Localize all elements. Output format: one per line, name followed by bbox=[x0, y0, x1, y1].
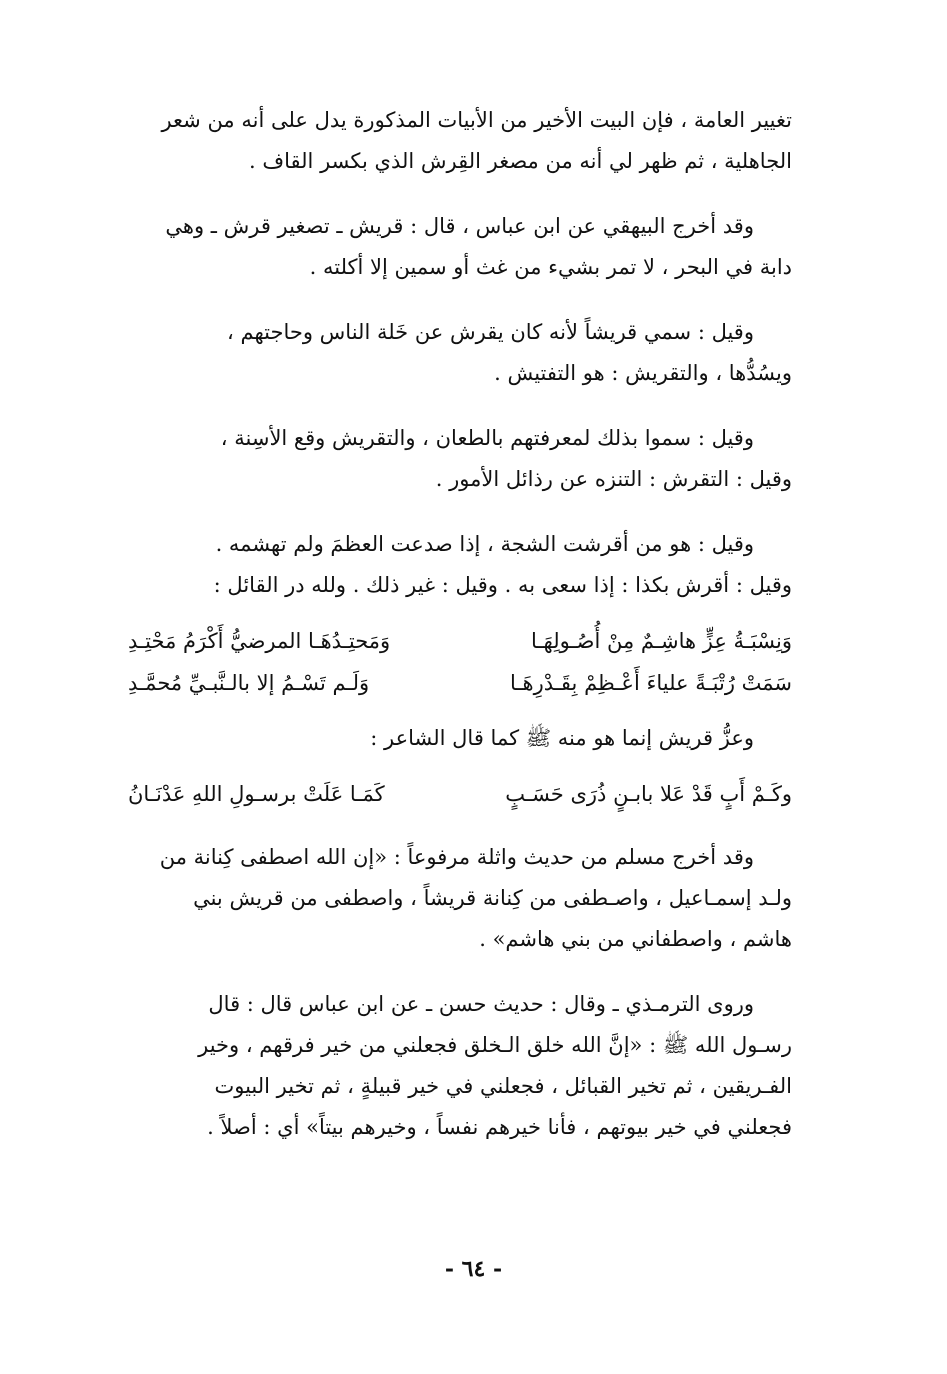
verse-line bbox=[128, 620, 792, 662]
paragraph-1 bbox=[128, 100, 792, 182]
text-line: رسـول الله ﷺ : «إنَّ الله خلق الـخلق فجعلني من خير فرقهم ، وخير bbox=[198, 1033, 792, 1057]
text-line: وقيل : هو من أقرشت الشجة ، إذا صدعت العظمَ ولم تهشمه . bbox=[215, 532, 754, 556]
text-line: ولـد إسمـاعيل ، واصـطفى من كِنانة قريشاً ، واصطفى من قريش بني bbox=[193, 886, 792, 910]
text-line: وقيل : التقرش : التنزه عن رذائل الأمور . bbox=[435, 467, 792, 491]
text-line: وعزُّ قريش إنما هو منه ﷺ كما قال الشاعر : bbox=[370, 726, 754, 750]
verse-second-hemistich: وَلَـم تَسْـمُ إلا بالـنَّبـيِّ مُحمَّـدِ bbox=[128, 671, 370, 695]
text-line: ويسُدُّها ، والتقريش : هو التفتيش . bbox=[494, 361, 792, 385]
paragraph-6 bbox=[128, 837, 792, 960]
paragraph-3 bbox=[128, 312, 792, 394]
verse-first-hemistich: وَنِسْبَـةُ عِزٍّ هاشِـمٌ مِنْ أُصُـولِهَـا bbox=[530, 629, 792, 653]
verse-first-hemistich: سَمَتْ رُتْبَـةً علياءَ أَعْـظِمْ بِقَـدْرِهَـا bbox=[509, 671, 792, 695]
paragraph-5 bbox=[128, 524, 792, 606]
verse-line bbox=[128, 662, 792, 704]
paragraph-2 bbox=[128, 206, 792, 288]
page-number: - ٦٤ - bbox=[444, 1256, 503, 1282]
text-line: هاشم ، واصطفاني من بني هاشم» . bbox=[479, 927, 792, 951]
poem-verse-2 bbox=[128, 773, 792, 815]
verse-second-hemistich: كَمَـا عَلَتْ برسـولِ اللهِ عَدْنَـانُ bbox=[128, 782, 385, 806]
text-line: الجاهلية ، ثم ظهر لي أنه من مصغر القِرش الذي بكسر القاف . bbox=[249, 149, 792, 173]
text-line: وقد أخرج مسلم من حديث واثلة مرفوعاً : «إن الله اصطفى كِنانة من bbox=[159, 845, 754, 869]
text-line: وقد أخرج البيهقي عن ابن عباس ، قال : قريش ـ تصغير قرش ـ وهي bbox=[165, 214, 754, 238]
paragraph-7 bbox=[128, 984, 792, 1148]
text-line: الفـريقين ، ثم تخير القبائل ، فجعلني في خير قبيلةٍ ، ثم تخير البيوت bbox=[214, 1074, 792, 1098]
paragraph-4 bbox=[128, 418, 792, 500]
poem-verse-1 bbox=[128, 620, 792, 704]
text-line: وقيل : أقرش بكذا : إذا سعى به . وقيل : غير ذلك . ولله در القائل : bbox=[213, 573, 792, 597]
verse-first-hemistich: وكَـمْ أَبٍ قَدْ عَلا بابـنٍ ذُرَى حَسَـبٍ bbox=[505, 782, 792, 806]
text-line: تغيير العامة ، فإن البيت الأخير من الأبيات المذكورة يدل على أنه من شعر bbox=[161, 108, 792, 132]
text-line: وقيل : سموا بذلك لمعرفتهم بالطعان ، والتقريش وقع الأسِنة ، bbox=[220, 426, 754, 450]
text-line: وروى الترمـذي ـ وقال : حديث حسن ـ عن ابن عباس قال : قال bbox=[208, 992, 754, 1016]
verse-second-hemistich: وَمَحتِـدُهَـا المرضيُّ أَكْرَمُ مَحْتِـدِ bbox=[128, 629, 391, 653]
verse-intro bbox=[128, 718, 792, 759]
text-line: دابة في البحر ، لا تمر بشيء من غث أو سمين إلا أكلته . bbox=[309, 255, 792, 279]
page-body bbox=[128, 100, 792, 1172]
text-line: فجعلني في خير بيوتهم ، فأنا خيرهم نفساً ، وخيرهم بيتاً» أي : أصلاً . bbox=[207, 1115, 792, 1139]
text-line: وقيل : سمي قريشاً لأنه كان يقرش عن خَلة الناس وحاجتهم ، bbox=[227, 320, 754, 344]
